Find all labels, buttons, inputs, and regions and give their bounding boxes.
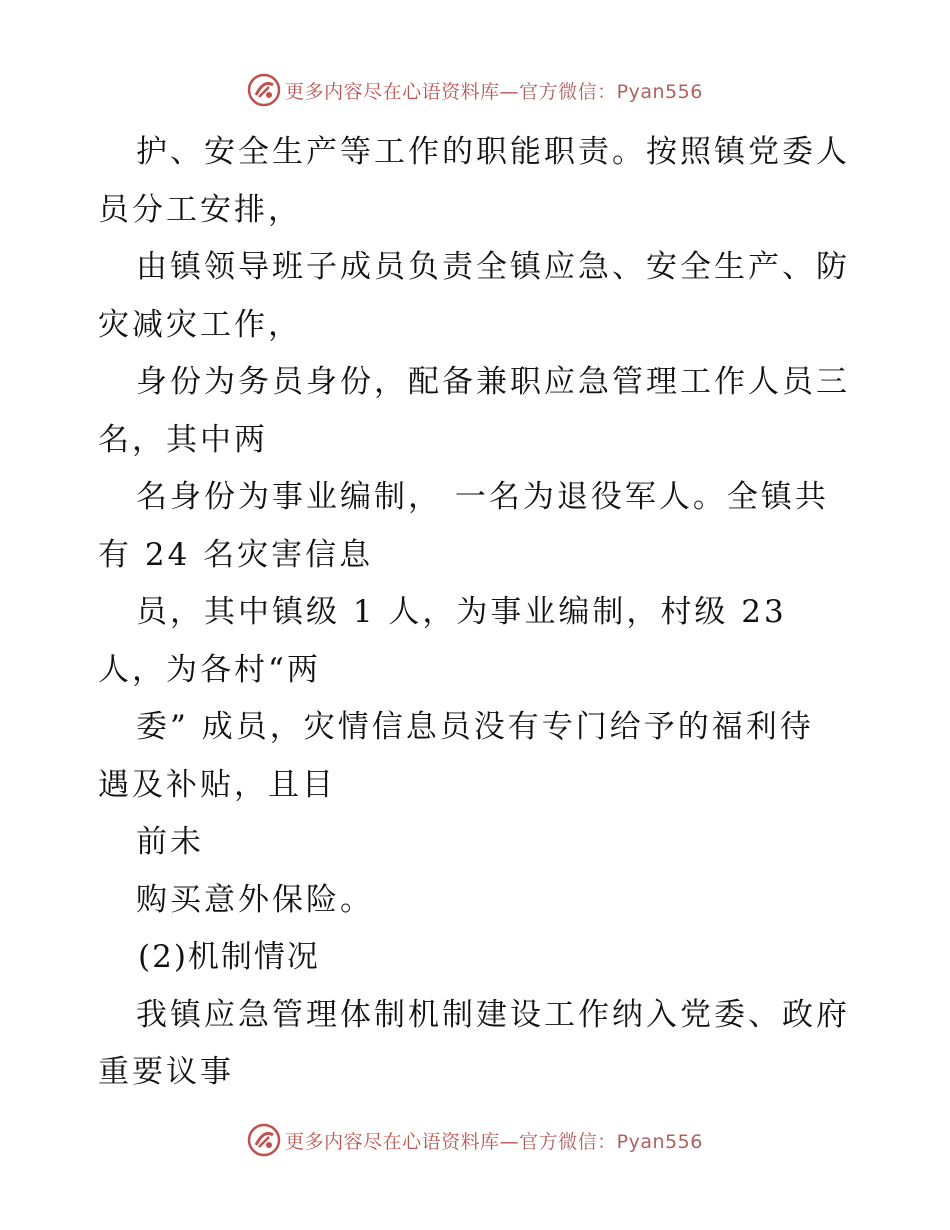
banner-text <box>285 1127 703 1154</box>
text-line: 员分工安排， <box>98 191 302 228</box>
text-line: 由镇领导班子成员负责全镇应急、安全生产、防 <box>136 249 850 285</box>
section-heading: (2)机制情况 <box>138 939 320 975</box>
page-footer <box>0 1120 950 1160</box>
text-line: 有 24 名灾害信息 <box>98 536 374 573</box>
header-banner <box>247 73 703 107</box>
text-line: 前未 <box>136 824 204 860</box>
banner-library-text: 更多内容尽在心语资料库 <box>285 1130 500 1153</box>
banner-library-text: 更多内容尽在心语资料库 <box>285 80 500 103</box>
banner-wechat-text: 官方微信：Pyan556 <box>519 80 703 103</box>
text-line: 我镇应急管理体制机制建设工作纳入党委、政府 <box>136 996 850 1033</box>
logo-icon <box>247 73 281 107</box>
text-line: 护、安全生产等工作的职能职责。按照镇党委人 <box>136 134 850 170</box>
text-line: 购买意外保险。 <box>136 881 374 918</box>
banner-dash: — <box>499 80 520 103</box>
text-line: 身份为务员身份，配备兼职应急管理工作人员三 <box>136 364 850 400</box>
text-line: 名身份为事业编制， 一名为退役军人。全镇共 <box>136 479 829 515</box>
banner-dash: — <box>499 1130 520 1153</box>
banner-wechat-text: 官方微信：Pyan556 <box>519 1130 703 1153</box>
footer-banner <box>247 1123 703 1157</box>
page-header <box>0 70 950 110</box>
text-line: 人，为各村“两 <box>98 651 321 688</box>
text-line: 遇及补贴，且目 <box>98 766 336 803</box>
banner-text <box>285 77 703 104</box>
text-line: 灾减灾工作， <box>98 306 302 343</box>
logo-icon <box>247 1123 281 1157</box>
text-line: 名，其中两 <box>98 421 268 458</box>
document-body <box>98 124 858 1102</box>
text-line: 委” 成员，灾情信息员没有专门给予的福利待 <box>136 709 814 745</box>
text-line: 员，其中镇级 1 人，为事业编制，村级 23 <box>136 594 787 630</box>
text-line: 重要议事 <box>98 1054 234 1090</box>
